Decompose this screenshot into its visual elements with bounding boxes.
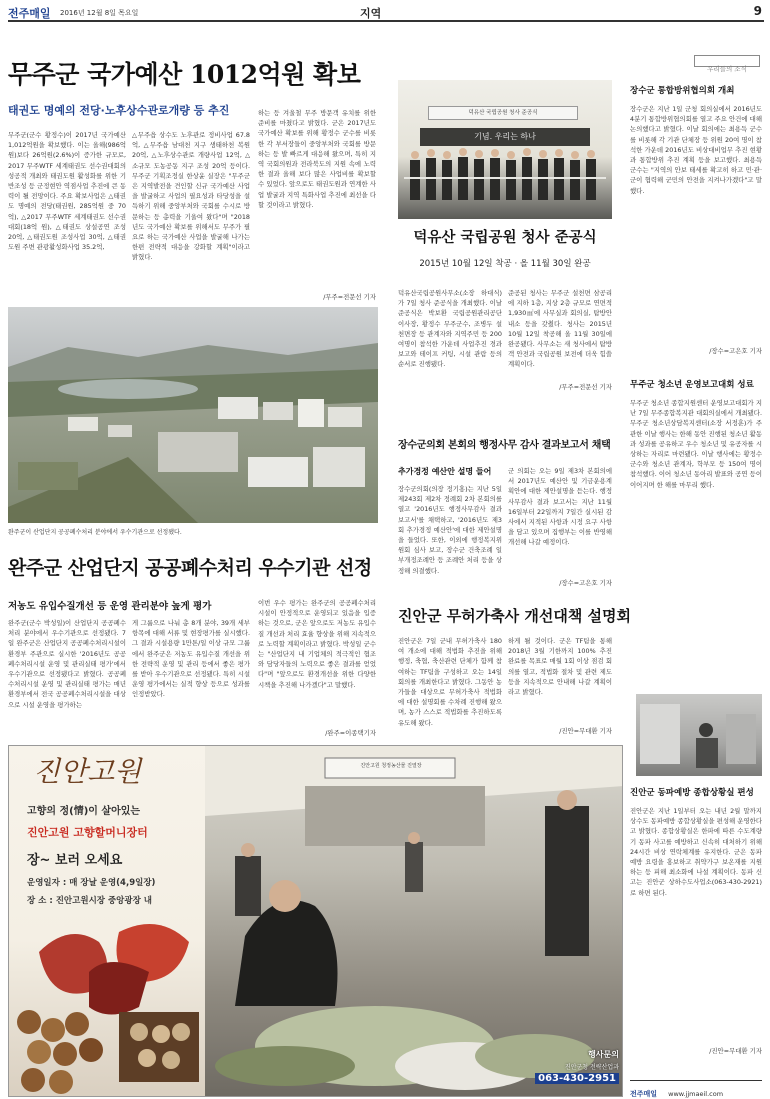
ad-market-art <box>205 746 623 1097</box>
ad-when: 운영일자 : 매 장날 운영(4,9일장) <box>27 878 156 888</box>
article3-byline: /무주=전문선 기자 <box>559 383 612 391</box>
article1-col1: 무주군(군수 황정수)이 2017년 국가예산 1,012억원을 확보했다. 이는 올해(986억원)보다 26억원(2.6%)이 증가한 규모로, 2017 무주WTF 세계태권도 선수권대회의 성공적 개최와 태권도원 활성화를 위한 기반조성 등 군정현안 역점사업 추진에 큰 동력이 될 전망이다. 주요 확보사업은 △태권도 명예의 전당(태권원, 285억원 중 70억), △2017 무주WTF 세계태권도 선수권대회(18억 원), △태권도 상설공연 조성 20억, △태권도원 조성사업 30억, △태권도원 주변 관광활성화사업 35.2억, <box>8 131 126 252</box>
headline-budget: 무주군 국가예산 1012억원 확보 <box>8 60 361 89</box>
sidebar-label: 우리들의 소식 <box>694 55 760 67</box>
subhead-council: 추가경정 예산안 설명 들어 <box>398 467 492 476</box>
ad-line1: 고향의 정(情)이 살아있는 <box>27 806 141 817</box>
ad-brand: 진안고원 <box>33 755 142 788</box>
article3-col1: 덕유산국립공원사무소(소장 하대식)가 7일 청사 준공식을 개최했다. 이날 준공식은 박보환 국립공원관리공단 이사장, 황정수 무주군수, 조병두 설천면장 등 관계자와 지역주민 등 200여명이 참석한 가운데 사업추진 경과보고와 테이프 커팅, 시설 관람 등의 순서로 진행됐다. <box>398 289 502 369</box>
sidebar-art3-title: 진안군 동파예방 종합상황실 편성 <box>630 788 754 798</box>
masthead <box>8 4 764 22</box>
headline-council: 장수군의회 본회의 행정사무 감사 결과보고서 채택 <box>398 440 611 451</box>
ad-phone: 063-430-2951 <box>535 1073 619 1084</box>
ad-line3: 장~ 보러 오세요 <box>27 853 123 868</box>
article2-col3: 이번 우수 평가는 완주군의 공공폐수처리시설이 안정적으로 운영되고 있음을 입증하는 것으로, 군은 앞으로도 저농도 유입수질 개선과 처리 효율 향상을 위해 지속적으로 노력할 계획이라고 밝혔다. 박성일 군수는 "산업단지 내 기업체의 적극적인 협조와 담당자들의 노력으로 좋은 결과를 얻었다"며 "앞으로도 환경개선을 위한 다양한 시책을 추진해 나가겠다"고 말했다. <box>258 599 376 689</box>
ad-where: 장 소 : 진안고원시장 중앙광장 내 <box>27 896 152 906</box>
article4-col2: 군 의회는 오는 9일 제3차 본회의에서 2017년도 예산안 및 기금운용계획안에 대한 제안설명을 듣는다. 행정사무감사 결과 보고서는 지난 11월 16일부터 22일까지 7일간 실시된 감사에서 지적된 사항과 시정 요구 사항을 담고 있으며 집행부는 이를 반영해 개선해 나갈 예정이다. <box>508 467 612 547</box>
article3-col2: 준공된 청사는 무주군 설천면 삼공리에 지하 1층, 지상 2층 규모로 연면적 1,930㎡에 사무실과 회의실, 탐방안내소 등을 갖췄다. 청사는 2015년 10월 12일 착공해 올 11월 30일에 완공됐다. 사무소는 새 청사에서 탐방객 안전과 국립공원 보전에 더욱 힘쓸 계획이다. <box>508 289 612 369</box>
ad-produce-art <box>9 912 205 1097</box>
article2-byline: /완주=이종택기자 <box>325 729 376 737</box>
page-number: 9 <box>753 4 762 18</box>
industrial-complex-photo-art <box>8 307 378 523</box>
ad-market-photo <box>205 746 623 1097</box>
ad-inquiry-label: 행사문의 <box>588 1050 619 1059</box>
ad-sign: 진안고원 청정농산물 진열장 <box>360 763 422 769</box>
photo-banner-dark: 기념. 우리는 하나 <box>420 128 590 146</box>
market-ad <box>8 745 623 1097</box>
ad-inquiry-org: 진안군청 전략산업과 <box>564 1064 619 1071</box>
deogyusan-photo <box>398 80 612 219</box>
footer-paper: 전주매일 <box>630 1090 658 1098</box>
sidebar-art1-body: 장수군은 지난 1일 군청 회의실에서 2016년도 4분기 통합방위협의회를 열고 주요 안건에 대해 논의했다고 밝혔다. 이날 회의에는 최용득 군수를 비롯해 각 기관 단체장 등 위원 20여 명이 참석한 가운데 2016년도 비상대비업무 추진 현황과 통합방위 추진 계획 등을 보고했다. 최용득 군수는 "지역의 안보 태세를 확고히 하고 민·관·군이 협력해 군민의 안전을 지켜나가겠다"고 말했다. <box>630 105 762 195</box>
sidebar-art2-body: 무주군 청소년 종합지원센터 운영보고대회가 지난 7일 무주종합복지관 대회의실에서 개최됐다. 무주군 청소년상담복지센터(소장 서정훈)가 주관한 이날 행사는 한해 동안 진행된 청소년 활동과 성과를 공유하고 우수 청소년 및 유공자를 시상하는 자리로 마련됐다. 이날 행사에는 황정수 군수와 청소년 관계자, 학부모 등 150여 명이 참석했다. 이어 청소년 동아리 발표와 공연 등이 이어지며 한 해를 마무리 했다. <box>630 399 762 489</box>
sidebar-photo-art <box>636 694 762 776</box>
industrial-complex-photo <box>8 307 378 523</box>
sidebar-art1-title: 장수군 통합방위협의회 개최 <box>630 86 735 96</box>
masthead-date: 2016년 12월 8일 목요일 <box>60 9 139 17</box>
footer-url: www.jjmaeil.com <box>668 1090 724 1098</box>
sidebar-art2-title: 무주군 청소년 운영보고대회 성료 <box>630 380 754 390</box>
article1-col2: △무주읍 상수도 노후관로 정비사업 67.8억, △무주읍 남대천 지구 생태하천 복원 20억, △노후상수관로 개량사업 12억, △소규모 도농공동 지구 조성 20억 등이다. 무주군 기획조정실 한상윤 실장은 "무주군은 지역발전을 견인할 신규 국가예산 사업을 발굴하고 사업의 필요성과 타당성을 설득하기 위해 중앙부처와 국회를 수시로 방문하는 등 총력을 기울여 왔다"며 "2018년도 국가예산 확보를 위해서도 무주가 필요로 하는 국가예산 사업을 발굴해 나가는 한편 전략적 대응을 강화할 계획"이라고 밝혔다. <box>132 131 250 262</box>
headline-wastewater: 완주군 산업단지 공공폐수처리 우수기관 선정 <box>8 557 372 579</box>
sidebar-art1-byline: /장수=고은호 기자 <box>709 347 762 355</box>
ad-line2: 진안고원 고향할머니장터 <box>27 826 148 839</box>
ceremony-people <box>398 80 612 219</box>
footer <box>630 1080 762 1098</box>
article1-col3: 하는 등 겨울철 무주 방문객 유치를 위한 준비를 마쳤다고 밝혔다. 군은 2017년도 국가예산 확보를 위해 황정수 군수를 비롯한 각 부서장들이 중앙부처와 국회를 방문하는 등 발 빠르게 대응해 왔으며, 특히 지역 국회의원과 전라북도의 지원 속에 노력한 결과 올해 보다 많은 사업비를 확보할 수 있었다. 앞으로도 태권도원과 연계한 사업 발굴과 지역 특화사업 추진에 최선을 다할 것이라고 밝혔다. <box>258 109 376 209</box>
subhead-budget: 태권도 명예의 전당·노후상수관로개량 등 추진 <box>8 104 230 117</box>
article2-col1: 완주군(군수 박성일)이 산업단지 공공폐수처리 분야에서 우수기관으로 선정됐다. 7일 완주군은 산업단지 공공폐수처리시설이 환경부 주관으로 실시한 '2016년도 공공폐수처리시설 운영 및 관리실태 평가'에서 우수기관으로 선정됐다고 밝혔다. 공공폐수처리시설 운영 및 관리실태 평가는 매년 환경부에서 전국 공공폐수처리시설을 대상으로 시설 운영을 평가하는 <box>8 619 126 709</box>
headline-livestock: 진안군 무허가축사 개선대책 설명회 <box>398 607 632 625</box>
subhead-deogyusan: 2015년 10월 12일 착공 · 올 11월 30일 완공 <box>419 259 591 269</box>
article4-col1: 장수군의회(의장 정기홍)는 지난 5일 제243회 제2차 정례회 2차 본회의를 열고 '2016년도 행정사무감사 결과보고서'를 채택하고, '2016년도 제3회 추가경정 예산안'에 대한 제안설명을 들었다. 또한, 이외에 행정복지위원회 심사 보고, 장수군 건축조례 일부개정조례안 등 조례안 처리 등을 상정해 의결했다. <box>398 485 502 574</box>
subhead-wastewater: 저농도 유입수질개선 등 운영 관리분야 높게 평가 <box>8 601 212 612</box>
sidebar-art3-byline: /진안=무대환 기자 <box>709 1047 762 1055</box>
ad-inquiry <box>519 1049 623 1097</box>
main-photo-caption: 완주군이 산업단지 공공폐수처리 분야에서 우수기관으로 선정됐다. <box>8 529 182 536</box>
article5-byline: /진안=무대환 기자 <box>559 727 612 735</box>
photo-banner: 덕유산 국립공원 청사 준공식 <box>428 106 578 120</box>
article4-byline: /장수=고은호 기자 <box>559 579 612 587</box>
article5-col2: 하게 될 것이다. 군은 TF팀을 통해 2018년 3월 기한까지 100% 추진 완료를 목표로 매월 1회 이상 점검 회의를 열고, 적법화 절차 및 관련 제도 등을 지속적으로 안내해 나갈 계획이라고 밝혔다. <box>508 637 612 697</box>
headline-deogyusan: 덕유산 국립공원 청사 준공식 <box>413 229 597 246</box>
sidebar-art3-body: 진안군은 지난 1일부터 오는 내년 2월 말까지 상수도 동파예방 종합상황실을 편성해 운영한다고 밝혔다. 종합상황실은 한파에 따른 수도계량기 동파 사고를 예방하고 신속히 대처하기 위해 24시간 비상 연락체계를 유지한다. 군은 동파 예방 요령을 홍보하고 취약가구 보온재를 지원하는 등 피해 최소화에 나설 계획이다. 동파 신고는 진안군 상하수도사업소(063-430-2921)로 하면 된다. <box>630 807 762 897</box>
ad-left-panel <box>9 746 205 1097</box>
article1-byline: /무주=전문선 기자 <box>323 293 376 301</box>
masthead-paper: 전주매일 <box>8 7 51 20</box>
article5-col1: 진안군은 7일 군내 무허가축사 180여 개소에 대해 적법화 추진을 위해 행정, 축협, 축산관련 단체가 함께 참여하는 TF팀을 구성하고 오는 14일 회의를 개최한다고 밝혔다. 그동안 농가들을 대상으로 무허가축사 적법화에 대한 설명회를 수차례 진행해 왔으며, 농가 스스로 적법화를 추진하도록 유도해 왔다. <box>398 637 502 727</box>
sidebar-photo <box>636 694 762 776</box>
article2-col2: 게 그룹으로 나눠 총 8개 분야, 39개 세부 항목에 대해 서류 및 현장평가를 실시했다. 그 결과 시설용량 1만톤/일 이상 규모 그룹에서 완주군은 저농도 유입수질 개선을 위한 전략적 운영 및 관리 등에서 좋은 평가를 받아 우수기관으로 선정됐다. 특히 시설운영 평가에서는 실적 향상 등으로 성과를 인정받았다. <box>132 619 250 699</box>
masthead-section: 지역 <box>360 7 382 20</box>
